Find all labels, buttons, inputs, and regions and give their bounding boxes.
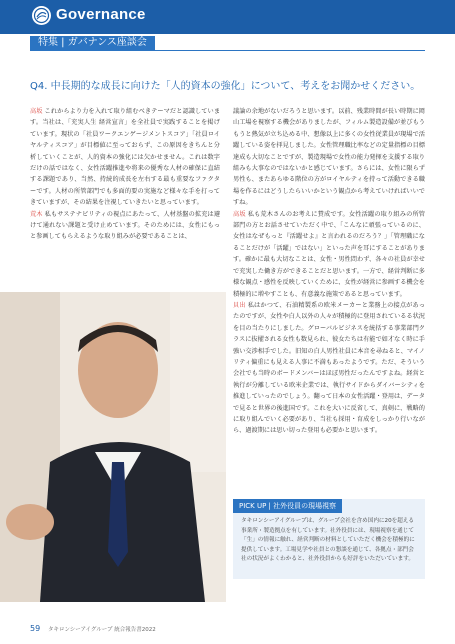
speaker-name: 貝出 xyxy=(233,301,246,309)
pickup-box xyxy=(233,499,425,579)
page-number: 59 xyxy=(30,624,41,633)
paragraph xyxy=(233,300,425,437)
header-bar xyxy=(0,0,455,34)
speaker-name: 高坂 xyxy=(233,210,246,218)
speaker-photo xyxy=(0,292,226,602)
speaker-name: 高坂 xyxy=(30,108,43,115)
footer-text: タキロンシーアイグループ 統合報告書2022 xyxy=(47,627,156,633)
pickup-text: タキロンシーアイグループは、グループ会社を含め国内に20を超える事業所・製造拠点を有しています。社外役員には、現場視察を通じて「生」の情報に触れ、経営判断の材料としていただく機会を積極的に提供しています。工場見学や社員との懇談を通じて、各拠点・部門会社の状況がよくわかると、社外役員からも好評をいただいています。 xyxy=(241,518,415,563)
governance-icon xyxy=(32,6,51,25)
paragraph xyxy=(233,106,425,209)
paragraph-text: 私もサステナビリティの視点にあたって、人材基盤の拡充は避けて通れない課題と受け止めています。そのためには、女性にもっと参画してもらえるような取り組みが必要であることは、 xyxy=(30,210,221,241)
paragraph-text: 議論の余地がないだろうと思います。以前、残業時間が長い時期に岡山工場を視察する機会がありましたが、フィルム製造設備が並びもうもうと熱気が立ち込める中、想像以上に多くの女性従業員が現場で活躍している姿を拝見しました。女性管理職比率などの定量指標の目標達成も大切なことですが、製造現場で女性の能力発揮を支援する取り組みも大事なのではないかと感じています。さらには、女性に限らず男性も、またあらゆる階位の方がロイヤルティを持って活動できる職場を作るにはどうしたらいいかという観点から考えていければいいですね。 xyxy=(233,108,425,207)
paragraph-text: 私も荒木さんのお考えに賛成です。女性活躍の取り組みの所管部門の方とお話させていただく中で、「こんなに頑張っているのに、女性はなぜもっと『活躍せよ』と言われるのだろう？」「管理職になることだけが「活躍」ではない」といった声を耳にすることがあります。確かに最も大切なことは、女性・男性問わず、各々の社員が幸せで充実した働き方ができることだと思います。一方で、経営判断に多様な観点・感性を反映していくために、女性が経営に参画する機会を積極的に増やすことも、有意義な施策であると思っています。 xyxy=(233,210,425,298)
paragraph xyxy=(30,106,220,209)
paragraph xyxy=(233,209,425,300)
question-heading: Q4. 中長期的な成長に向けた「人的資本の強化」について、考えをお聞かせください。 xyxy=(30,81,421,92)
paragraph-text: 私はかつて、石油精製系の欧米メーカーと業務上の接点があったのですが、女性や白人以外の人々が積極的に登用されているる状況を目の当たりにしました。グローバルビジネスを統括する事業部門クラスに抜擢される女性も数見られ、彼女たちは有能で如才なく時に手強い交渉相手でした。旧知の白人男性社員に本音を尋ねると、マイノリティ偏重にも見える人事に不満もあったようです。ただ、そういう会社でも当時のボードメンバーはほぼ男性だったんですよね。経営と執行が分離している欧米企業では、執行サイドからダイバーシティを推進していったのでしょう。翻って日本の女性活躍・登用は、データで見ると世界の後進国です。これを大いに反省して、真剣に、戦略的に取り組んでいく必要があり、当社も採用・育成をしっかり行いながら、過渡期には思い切った登用も必要かと思います。 xyxy=(233,301,425,435)
speaker-name: 荒木 xyxy=(30,210,43,218)
section-tab: 特集 | ガバナンス座談会 xyxy=(30,36,155,50)
pickup-title: PICK UP | 社外役員の現場視察 xyxy=(233,499,342,513)
section-divider xyxy=(30,50,425,51)
header-title: Governance xyxy=(56,6,146,23)
footer xyxy=(30,624,156,633)
right-text-column xyxy=(233,106,425,437)
paragraph-text: これからより力を入れて取り組むべきテーマだと認識しています。当社は、「充実人生 経営宣言」を全社員で実践することを掲げています。現状の「社員ワークエンゲージメントスコア」「社員ロイヤルティスコア」が目標値に至っておらず、この原因をきちんと分析していくことが、人的資本の強化には欠かせません。これは数字だけの話ではなく、女性活躍推進や将来の優秀な人材の確保に直結する課題であり、当然、持続的成長を左右する最も重要なファクターです。人材の所管部門でも多面的要の実施など様々な手を打ってきていますが、その結果を注視していきたいと思っています。 xyxy=(30,108,221,207)
paragraph xyxy=(30,209,220,243)
left-text-column xyxy=(30,106,220,243)
